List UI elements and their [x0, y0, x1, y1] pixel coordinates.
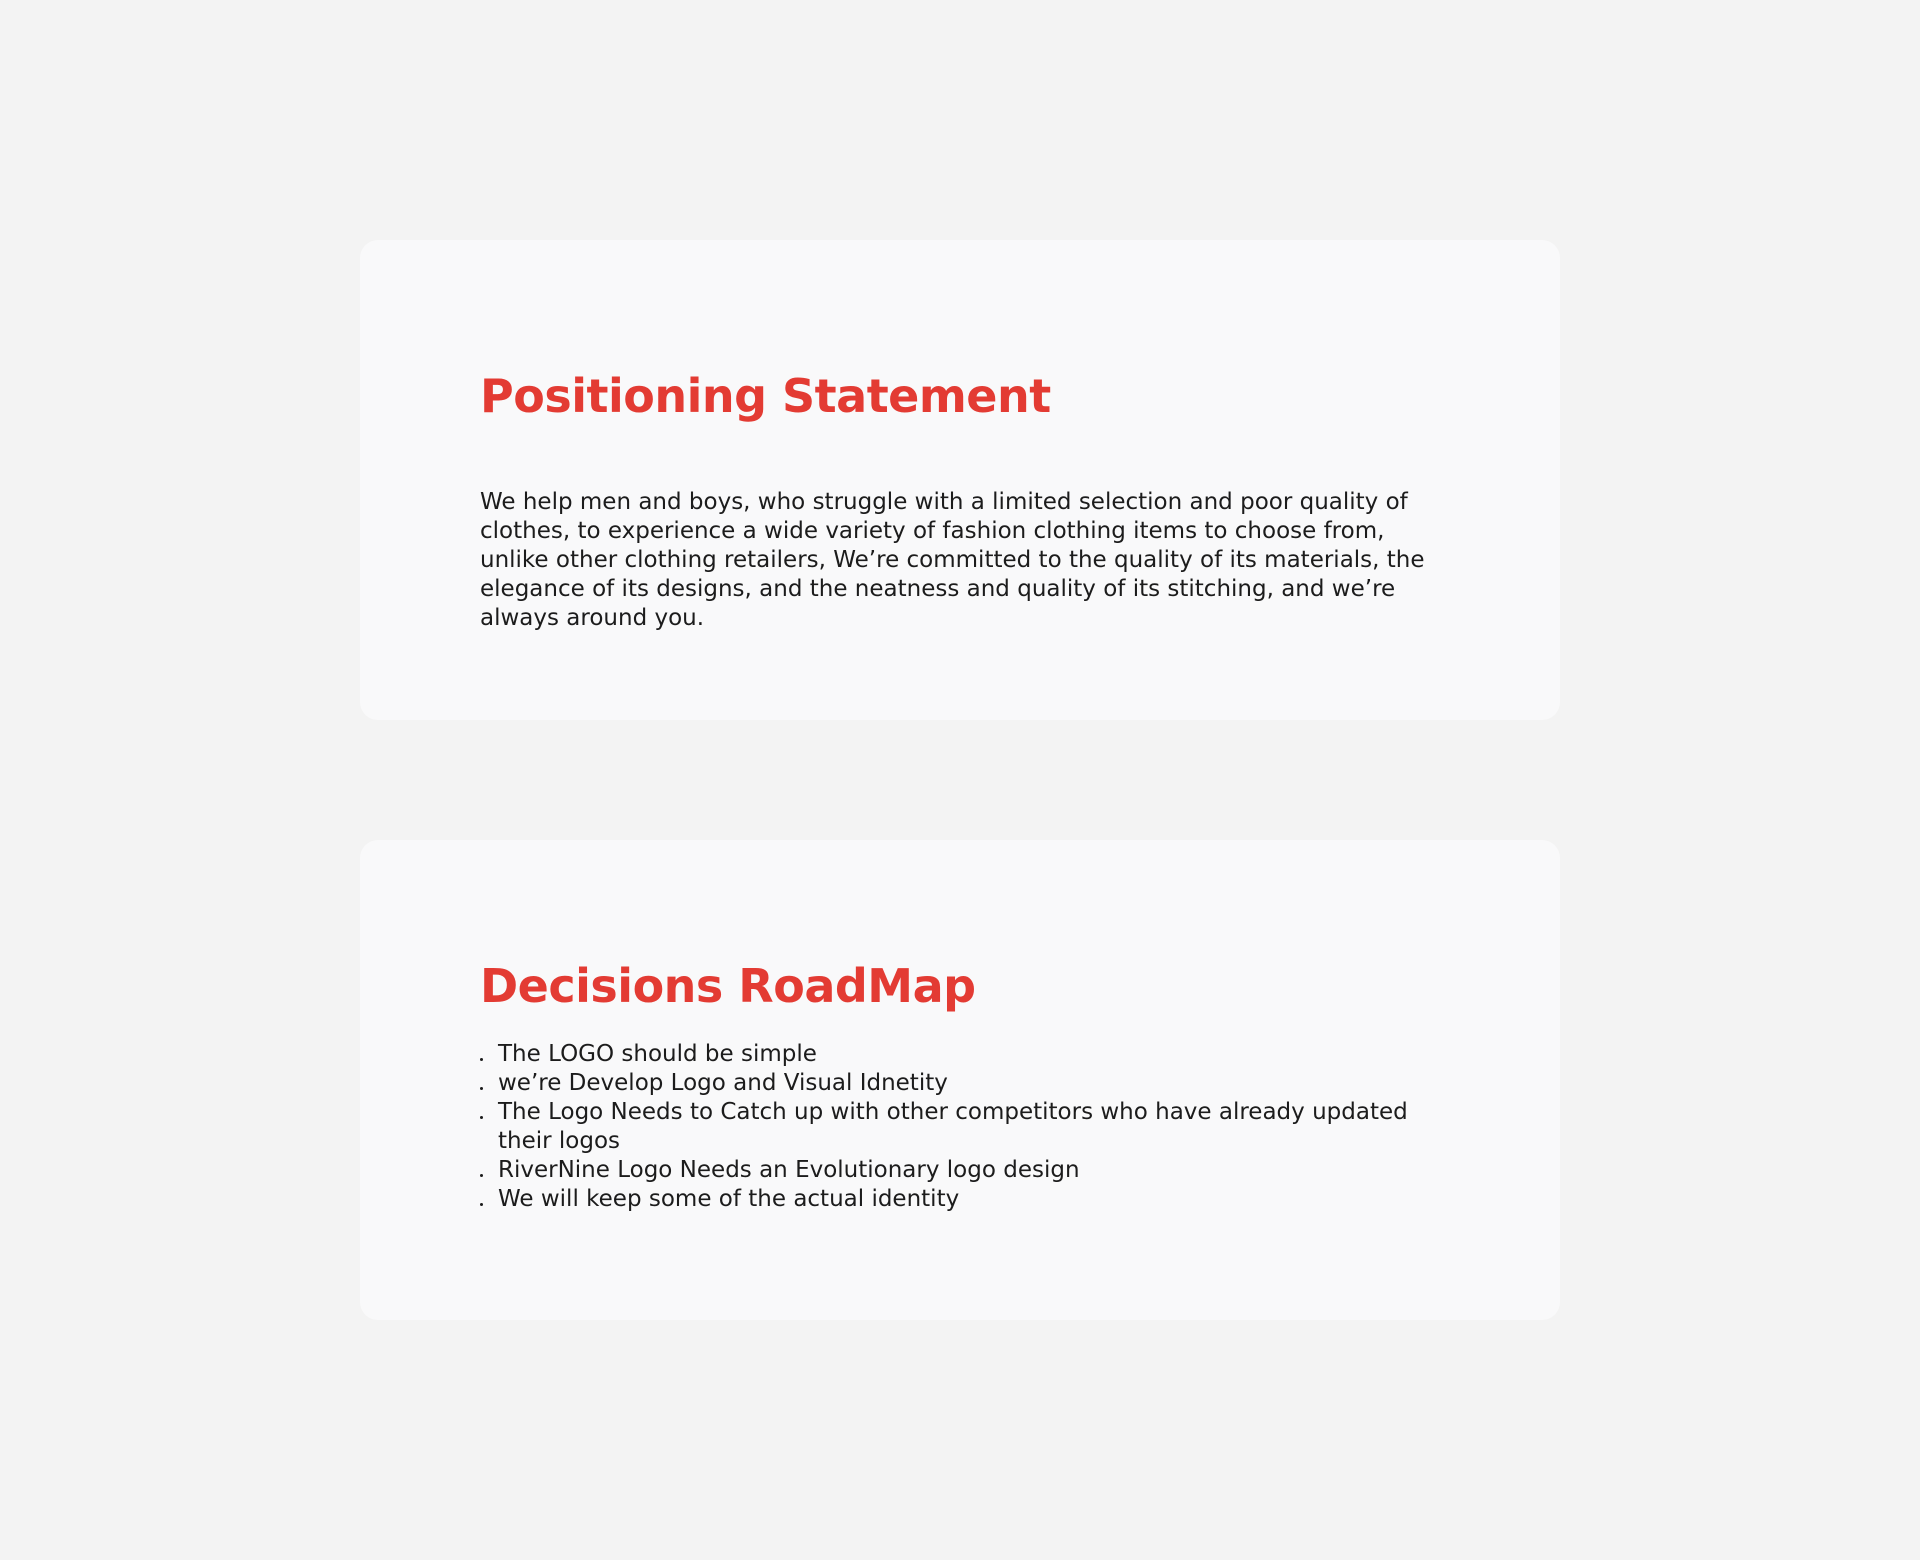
bullet-icon [480, 1058, 483, 1061]
decisions-roadmap-title: Decisions RoadMap [480, 959, 976, 1013]
positioning-statement-card [360, 240, 1560, 720]
bullet-icon [480, 1087, 483, 1090]
list-item [480, 1069, 1450, 1098]
positioning-statement-body: We help men and boys, who struggle with a limited selection and poor quality of clothes, to experience a wide variety of fashion clothing items to choose from, unlike other clothing retailers, We’re committed to the quality of its materials, the elegance of its designs, and the neatness and quality of its stitching, and we’re always around you. [480, 489, 1425, 631]
bullet-icon [480, 1174, 483, 1177]
list-item-text: We will keep some of the actual identity [498, 1186, 960, 1212]
list-item-text: The LOGO should be simple [498, 1041, 817, 1067]
list-item [480, 1040, 1450, 1069]
decisions-roadmap-card [360, 840, 1560, 1320]
bullet-icon [480, 1203, 483, 1206]
list-item-text: The Logo Needs to Catch up with other competitors who have already updated their logos [498, 1099, 1408, 1154]
list-item [480, 1156, 1450, 1185]
positioning-statement-title: Positioning Statement [480, 369, 1051, 423]
list-item-text: RiverNine Logo Needs an Evolutionary logo design [498, 1157, 1080, 1183]
decisions-roadmap-list [480, 1040, 1450, 1214]
list-item [480, 1098, 1450, 1156]
list-item-text: we’re Develop Logo and Visual Idnetity [498, 1070, 948, 1096]
list-item [480, 1185, 1450, 1214]
bullet-icon [480, 1116, 483, 1119]
